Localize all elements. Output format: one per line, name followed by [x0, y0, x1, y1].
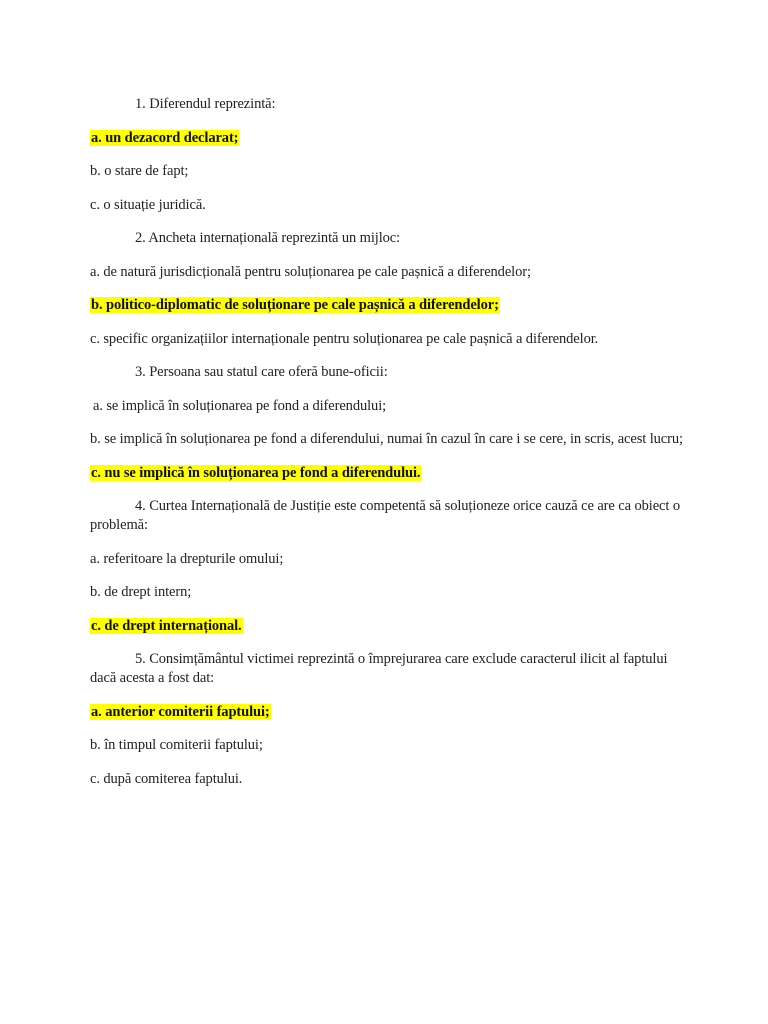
question-4: 4. Curtea Internațională de Justiție este competentă să soluționeze orice cauză ce are ca obiect o problemă: — [90, 498, 680, 533]
answer-5b: b. în timpul comiterii faptului; — [90, 737, 263, 753]
highlighted-answer: a. anterior comiterii faptului; — [91, 703, 270, 720]
question-1: 1. Diferendul reprezintă: — [135, 96, 276, 112]
answer-5a — [90, 703, 690, 722]
answer-2a: a. de natură jurisdicțională pentru soluționarea pe cale pașnică a diferendelor; — [90, 263, 531, 280]
answer-4b: b. de drept intern; — [90, 584, 192, 600]
answer-4a: a. referitoare la drepturile omului; — [90, 550, 284, 567]
question-2: 2. Ancheta internațională reprezintă un mijloc: — [135, 230, 401, 246]
highlighted-answer: c. nu se implică în soluționarea pe fond a diferendului. — [91, 464, 421, 481]
question-5: 5. Consimțământul victimei reprezintă o împrejurarea care exclude caracterul ilicit al faptului dacă acesta a fost dat: — [90, 651, 668, 686]
answer-5c: c. după comiterea faptului. — [90, 770, 243, 787]
answer-1c: c. o situație juridică. — [90, 196, 206, 213]
answer-3c — [90, 464, 690, 483]
quiz-content — [90, 95, 690, 803]
answer-1a — [90, 129, 690, 148]
highlighted-answer: c. de drept internațional. — [91, 617, 242, 634]
answer-4c — [90, 617, 690, 636]
highlighted-answer: a. un dezacord declarat; — [91, 129, 239, 146]
answer-1b: b. o stare de fapt; — [90, 163, 189, 179]
answer-3b: b. se implică în soluționarea pe fond a diferendului, numai în cazul în care i se cere, in scris, acest lucru; — [90, 431, 683, 447]
question-3: 3. Persoana sau statul care oferă bune-oficii: — [135, 364, 388, 380]
answer-3a: a. se implică în soluționarea pe fond a diferendului; — [93, 397, 387, 414]
answer-2b — [90, 296, 690, 315]
answer-2c: c. specific organizațiilor internaționale pentru soluționarea pe cale pașnică a diferendelor. — [90, 330, 599, 347]
highlighted-answer: b. politico-diplomatic de soluționare pe cale pașnică a diferendelor; — [91, 297, 499, 313]
